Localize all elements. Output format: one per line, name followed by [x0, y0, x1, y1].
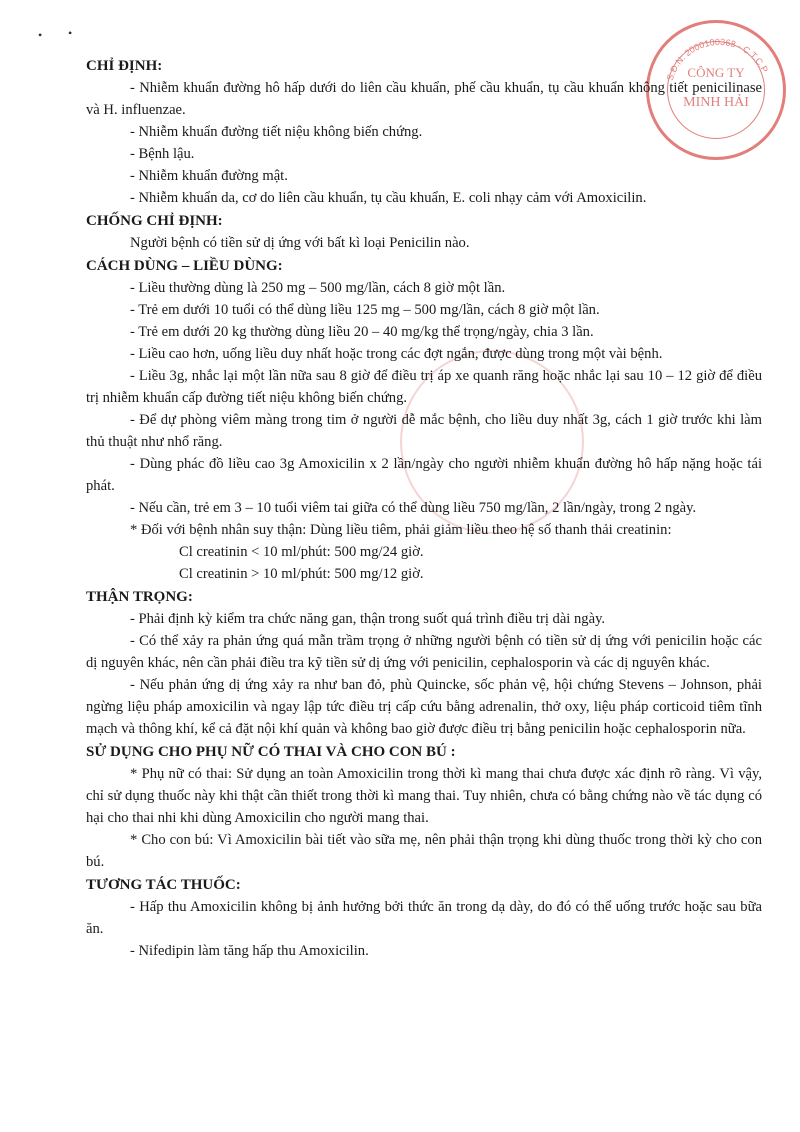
section-chi-dinh — [86, 55, 762, 209]
company-seal-line2: MINH HẢI — [683, 95, 749, 110]
section-tuong-tac-thuoc — [86, 874, 762, 962]
section-heading: CHỐNG CHỈ ĐỊNH: — [86, 213, 223, 229]
paragraph: - Nhiễm khuẩn da, cơ do liên cầu khuẩn, tụ cầu khuẩn, E. coli nhạy cảm với Amoxicilin. — [130, 190, 647, 206]
paragraph: * Cho con bú: Vì Amoxicilin bài tiết vào sữa mẹ, nên phải thận trọng khi dùng thuốc trong thời kỳ cho con bú. — [86, 832, 762, 870]
paragraph: - Nếu cần, trẻ em 3 – 10 tuổi viêm tai giữa có thể dùng liều 750 mg/lần, 2 lần/ngày, trong 2 ngày. — [130, 500, 697, 516]
paragraph: - Nhiễm khuẩn đường hô hấp dưới do liên cầu khuẩn, phế cầu khuẩn, tụ cầu khuẩn không tiết penicilinase và H. influenzae. — [86, 80, 762, 118]
paragraph: - Liều cao hơn, uống liều duy nhất hoặc trong các đợt ngắn, được dùng trong một vài bệnh. — [130, 346, 663, 362]
paragraph: - Liều thường dùng là 250 mg – 500 mg/lần, cách 8 giờ một lần. — [130, 280, 506, 296]
paragraph: * Đối với bệnh nhân suy thận: Dùng liều tiêm, phải giảm liều theo hệ số thanh thải creatinin: — [130, 522, 672, 538]
paragraph: - Phải định kỳ kiểm tra chức năng gan, thận trong suốt quá trình điều trị dài ngày. — [130, 611, 606, 627]
sub-paragraph: Cl creatinin > 10 ml/phút: 500 mg/12 giờ. — [179, 566, 424, 582]
paragraph: - Trẻ em dưới 10 tuổi có thể dùng liều 125 mg – 500 mg/lần, cách 8 giờ một lần. — [130, 302, 600, 318]
section-heading: TƯƠNG TÁC THUỐC: — [86, 877, 241, 893]
paragraph: - Để dự phòng viêm màng trong tim ở người dễ mắc bệnh, cho liều duy nhất 3g, cách 1 giờ trước khi làm thủ thuật như nhổ răng. — [86, 412, 762, 450]
paragraph: - Dùng phác đồ liều cao 3g Amoxicilin x 2 lần/ngày cho người nhiễm khuẩn đường hô hấp nặng hoặc tái phát. — [86, 456, 762, 494]
sub-paragraph: Cl creatinin < 10 ml/phút: 500 mg/24 giờ. — [179, 544, 424, 560]
paragraph: - Trẻ em dưới 20 kg thường dùng liều 20 – 40 mg/kg thể trọng/ngày, chia 3 lần. — [130, 324, 594, 340]
section-heading: THẬN TRỌNG: — [86, 589, 193, 605]
section-heading: CÁCH DÙNG – LIỀU DÙNG: — [86, 258, 283, 274]
section-than-trong — [86, 586, 762, 740]
document-body — [86, 54, 762, 962]
company-seal-line1: CÔNG TY — [687, 65, 745, 80]
paragraph: - Có thể xảy ra phản ứng quá mẫn trầm trọng ở những người bệnh có tiền sử dị ứng với penicilin hoặc các dị nguyên khác, nên cần phải điều tra kỹ tiền sử dị ứng với penicilin, cephalosporin và các dị nguyên khác. — [86, 633, 762, 671]
paragraph: - Nifedipin làm tăng hấp thu Amoxicilin. — [130, 943, 369, 959]
svg-text:S.Đ.N: 2000100368 - C.T.C.P: S.Đ.N: 2000100368 - C.T.C.P — [664, 36, 770, 82]
section-heading: CHỈ ĐỊNH: — [86, 58, 163, 74]
paragraph: * Phụ nữ có thai: Sử dụng an toàn Amoxicilin trong thời kì mang thai chưa được xác định rõ ràng. Vì vậy, chỉ sử dụng thuốc này khi thật cần thiết trong thời kì mang thai. Tuy nhiên, chưa có bằng chứng nào về tác dụng có hại cho thai nhi khi dùng Amoxicilin cho người mang thai. — [86, 766, 762, 826]
paragraph: - Nếu phản ứng dị ứng xảy ra như ban đỏ, phù Quincke, sốc phản vệ, hội chứng Stevens – Johnson, phải ngừng liệu pháp amoxicilin và ngay lập tức điều trị cấp cứu bằng adrenalin, thở oxy, liệu pháp corticoid tiêm tĩnh mạch và thông khí, kể cả đặt nội khí quản và không bao giờ được điều trị bằng penicilin hoặc cephalosporin nữa. — [86, 677, 762, 737]
section-chong-chi-dinh — [86, 210, 762, 254]
paragraph: Người bệnh có tiền sử dị ứng với bất kì loại Penicilin nào. — [130, 235, 470, 251]
paragraph: - Nhiễm khuẩn đường mật. — [130, 168, 288, 184]
paragraph: - Liều 3g, nhắc lại một lần nữa sau 8 giờ để điều trị áp xe quanh răng hoặc nhắc lại sau 10 – 12 giờ để điều trị nhiễm khuẩn cấp đường tiết niệu không biến chứng. — [86, 368, 762, 406]
paragraph: - Nhiễm khuẩn đường tiết niệu không biến chứng. — [130, 124, 423, 140]
margin-mark: • — [68, 26, 73, 40]
paragraph: - Hấp thu Amoxicilin không bị ảnh hưởng bởi thức ăn trong dạ dày, do đó có thể uống trước hoặc sau bữa ăn. — [86, 899, 762, 937]
margin-mark: • — [38, 28, 43, 42]
section-cach-dung-lieu-dung — [86, 255, 762, 585]
paragraph: - Bệnh lậu. — [130, 146, 195, 162]
section-phu-nu-co-thai — [86, 741, 762, 873]
section-heading: SỬ DỤNG CHO PHỤ NỮ CÓ THAI VÀ CHO CON BÚ : — [86, 744, 456, 760]
